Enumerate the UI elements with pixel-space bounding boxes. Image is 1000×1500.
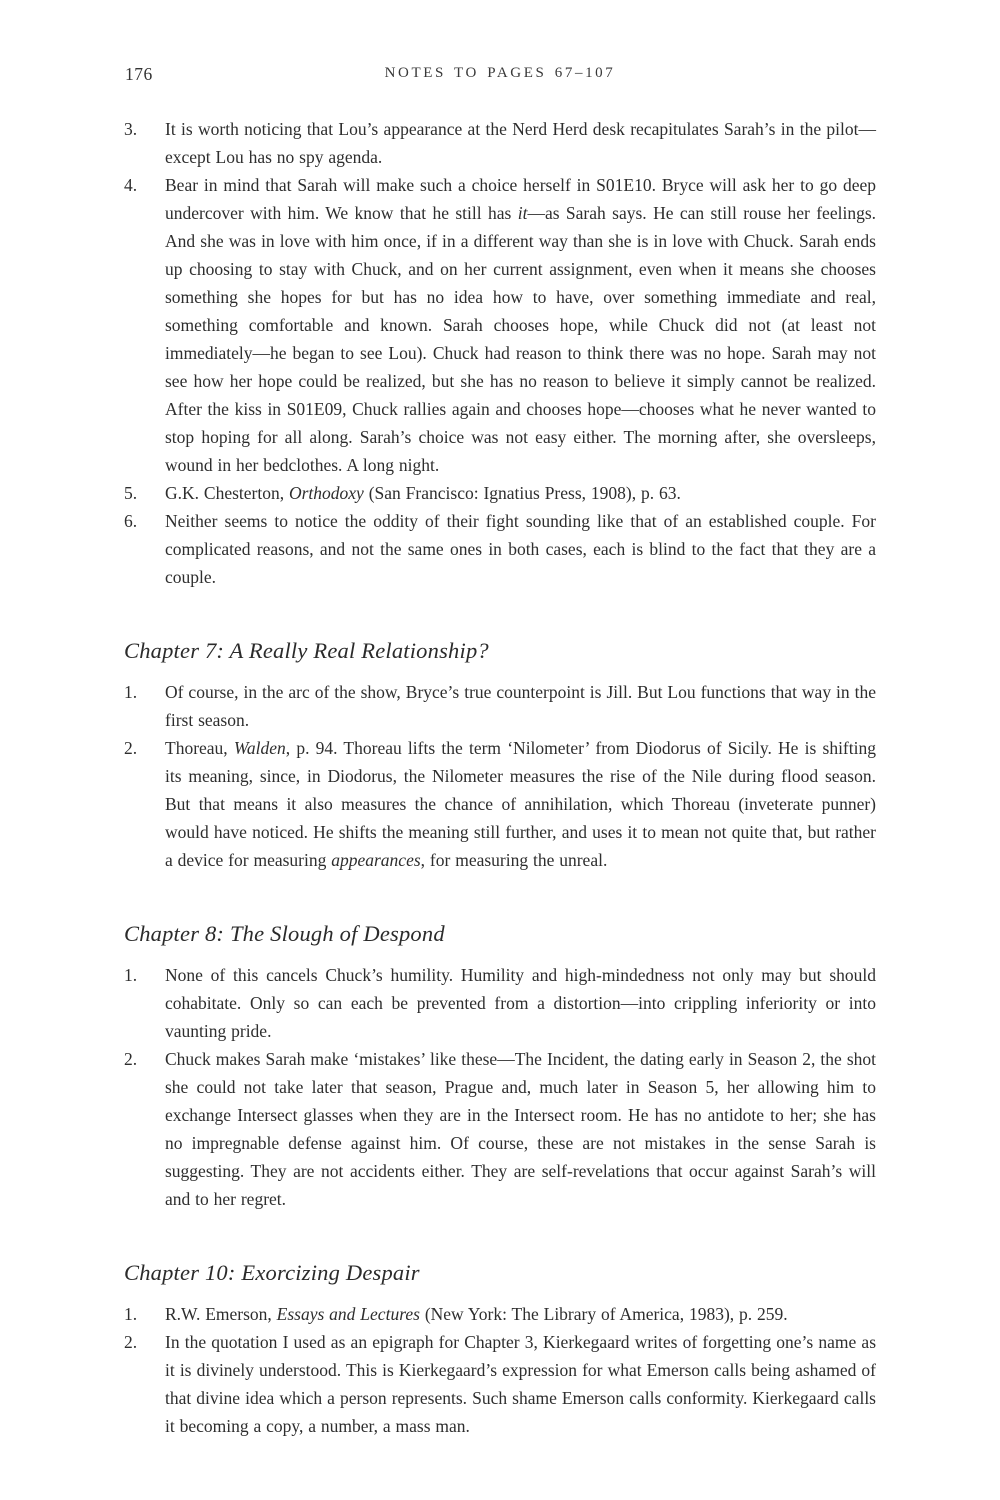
note-text-run: (New York: The Library of America, 1983), p. 259. xyxy=(419,1304,788,1325)
note-text-run: None of this cancels Chuck’s humility. Humility and high-mindedness not only may but should cohabitate. Only so can each be prevented from a distortion—into crippling inferiority or into vaunting pride. xyxy=(165,965,876,1042)
note-number: 2. xyxy=(124,1332,138,1353)
note-text-italic-run: Orthodoxy xyxy=(288,483,364,503)
note-text-run: In the quotation I used as an epigraph for Chapter 3, Kierkegaard writes of forgetting one’s name as it is divinely understood. This is Kierkegaard’s expression for what Emerson calls being ashamed of that divine idea which a person represents. Such shame Emerson calls conformity. Kierkegaard calls it becoming a copy, a number, a mass man. xyxy=(165,1332,876,1437)
note-text-run: —as Sarah says. He can still rouse her feelings. And she was in love with him once, if in a different way than she is in love with Chuck. Sarah ends up choosing to stay with Chuck, and on her current assignment, even when it means she chooses something she hopes for but has no idea how to have, over something immediate and real, something comfortable and known. Sarah chooses hope, while Chuck did not (at least not immediately—he began to see Lou). Chuck had reason to think there was no hope. Sarah may not see how her hope could be realized, but she has no reason to believe it simply cannot be realized. After the kiss in S01E09, Chuck rallies again and chooses hope—chooses what he never wanted to stop hoping for all along. Sarah’s choice was not easy either. The morning after, she oversleeps, wound in her bedclothes. A long night. xyxy=(165,203,876,475)
note-text-run: Of course, in the arc of the show, Bryce’s true counterpoint is Jill. But Lou functions that way in the first season. xyxy=(165,682,876,731)
chapter-heading: Chapter 10: Exorcizing Despair xyxy=(124,1260,420,1286)
note-text-run: G.K. Chesterton, xyxy=(165,483,289,503)
chapter-heading: Chapter 7: A Really Real Relationship? xyxy=(124,638,489,663)
notes-section xyxy=(124,637,876,874)
notes-body xyxy=(124,115,876,1440)
note-text xyxy=(165,171,876,479)
note-text-run: , p. 94. Thoreau lifts the term ‘Nilometer’ from Diodorus of Sicily. He is shifting its meaning, since, in Diodorus, the Nilometer measures the rise of the Nile during flood season. But that means it also measures the chance of annihilation, which Thoreau (inveterate punner) would have noticed. He shifts the meaning still further, and uses it to mean not quite that, but rather a device for measuring xyxy=(165,738,876,871)
note-item xyxy=(124,171,876,479)
note-number: 1. xyxy=(124,1304,138,1325)
note-item xyxy=(124,1045,876,1213)
note-number: 2. xyxy=(124,738,138,759)
note-text xyxy=(165,961,876,1045)
note-item xyxy=(124,1328,876,1440)
note-text-italic-run: Essays and Lectures xyxy=(276,1304,420,1325)
running-head: NOTES TO PAGES 67–107 xyxy=(384,65,616,81)
note-item xyxy=(124,507,876,591)
note-text-run: Thoreau, xyxy=(165,738,234,759)
note-item xyxy=(124,115,876,171)
note-number: 6. xyxy=(124,511,138,531)
chapter-heading: Chapter 8: The Slough of Despond xyxy=(124,921,445,947)
note-text-run: , for measuring the unreal. xyxy=(420,850,608,871)
note-text-run: It is worth noticing that Lou’s appearance at the Nerd Herd desk recapitulates Sarah’s in the pilot—except Lou has no spy agenda. xyxy=(165,119,876,167)
note-text-run: (San Francisco: Ignatius Press, 1908), p. 63. xyxy=(363,483,681,503)
note-text xyxy=(165,678,876,734)
note-item xyxy=(124,479,876,507)
note-text xyxy=(165,507,876,591)
note-number: 1. xyxy=(124,965,138,986)
note-text xyxy=(165,1300,876,1328)
note-text xyxy=(165,1328,876,1440)
note-number: 3. xyxy=(124,119,138,139)
note-number: 5. xyxy=(124,483,138,503)
note-item xyxy=(124,678,876,734)
page-header xyxy=(124,64,876,86)
notes-section xyxy=(124,115,876,591)
note-text-run: Chuck makes Sarah make ‘mistakes’ like these—The Incident, the dating early in Season 2, the shot she could not take later that season, Prague and, much later in Season 5, her allowing him to exchange Intersect glasses when they are in the Intersect room. He has no antidote to her; she has no impregnable defense against him. Of course, these are not mistakes in the sense Sarah is suggesting. They are not accidents either. They are self-revelations that occur against Sarah’s will and to her regret. xyxy=(165,1049,876,1210)
note-text-run: Bear in mind that Sarah will make such a choice herself in S01E10. Bryce will ask her to go deep undercover with him. We know that he still has xyxy=(165,175,876,223)
note-text-italic-run: Walden xyxy=(233,738,286,759)
notes-section xyxy=(124,920,876,1213)
note-item xyxy=(124,734,876,874)
note-item xyxy=(124,1300,876,1328)
note-text xyxy=(165,479,876,507)
note-text xyxy=(165,1045,876,1213)
notes-section xyxy=(124,1259,876,1440)
note-number: 4. xyxy=(124,175,138,195)
note-text-run: Neither seems to notice the oddity of their fight sounding like that of an established couple. For complicated reasons, and not the same ones in both cases, each is blind to the fact that they are a couple. xyxy=(165,511,876,587)
note-text xyxy=(165,115,876,171)
note-number: 1. xyxy=(124,682,138,703)
note-item xyxy=(124,961,876,1045)
note-text-italic-run: appearances xyxy=(331,850,421,871)
note-text-italic-run: it xyxy=(517,203,528,223)
note-text xyxy=(165,734,876,874)
page-number: 176 xyxy=(125,64,153,84)
note-text-run: R.W. Emerson, xyxy=(165,1304,277,1325)
note-number: 2. xyxy=(124,1049,138,1070)
